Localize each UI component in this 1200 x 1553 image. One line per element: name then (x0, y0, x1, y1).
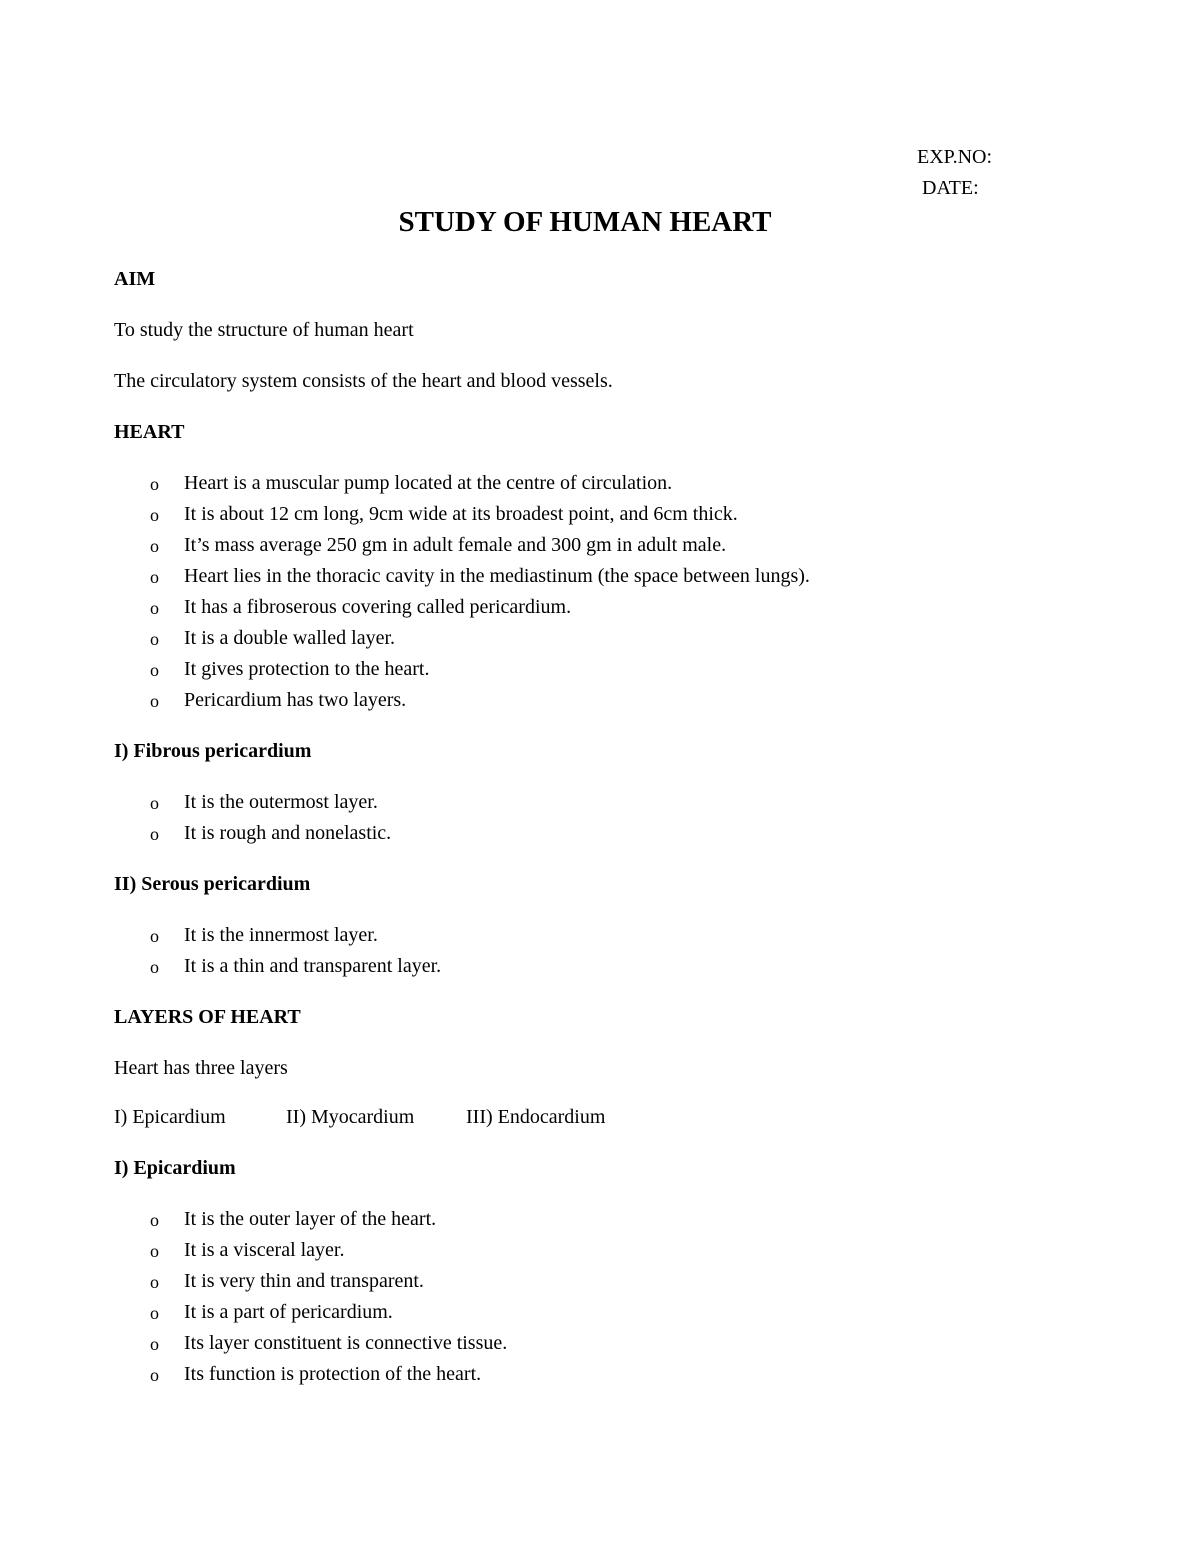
aim-text: To study the structure of human heart (114, 319, 414, 341)
list-item: It is the outermost layer. (184, 791, 378, 813)
list-item: Heart is a muscular pump located at the centre of circulation. (184, 472, 673, 494)
epicardium-heading: I) Epicardium (114, 1157, 236, 1179)
page-title: STUDY OF HUMAN HEART (398, 206, 772, 238)
list-item: It is a visceral layer. (184, 1239, 345, 1261)
list-item: Pericardium has two layers. (184, 689, 407, 711)
list-item: It is a double walled layer. (184, 627, 396, 649)
bullet-marker: o (150, 1241, 159, 1261)
bullet-marker: o (150, 598, 159, 618)
list-item: It is very thin and transparent. (184, 1270, 424, 1292)
date-label: DATE: (922, 177, 979, 199)
bullet-marker: o (150, 536, 159, 556)
bullet-marker: o (150, 1272, 159, 1292)
layer-name: II) Myocardium (286, 1106, 415, 1128)
list-item: It is the outer layer of the heart. (184, 1208, 437, 1230)
bullet-marker: o (150, 1303, 159, 1323)
aim-heading: AIM (114, 268, 156, 290)
bullet-marker: o (150, 793, 159, 813)
list-item: It is the innermost layer. (184, 924, 378, 946)
list-item: It has a fibroserous covering called pericardium. (184, 596, 572, 618)
bullet-marker: o (150, 660, 159, 680)
bullet-marker: o (150, 629, 159, 649)
list-item: It is rough and nonelastic. (184, 822, 392, 844)
bullet-marker: o (150, 957, 159, 977)
list-item: It is a thin and transparent layer. (184, 955, 442, 977)
layers-heading: LAYERS OF HEART (114, 1006, 301, 1028)
layer-name: III) Endocardium (466, 1106, 606, 1128)
heart-heading: HEART (114, 421, 185, 443)
exp-no-label: EXP.NO: (917, 146, 993, 168)
intro-text: The circulatory system consists of the heart and blood vessels. (114, 370, 613, 392)
list-item: Heart lies in the thoracic cavity in the mediastinum (the space between lungs). (184, 565, 810, 587)
list-item: It’s mass average 250 gm in adult female and 300 gm in adult male. (184, 534, 727, 556)
list-item: It is about 12 cm long, 9cm wide at its broadest point, and 6cm thick. (184, 503, 738, 525)
list-item: It gives protection to the heart. (184, 658, 430, 680)
bullet-marker: o (150, 1334, 159, 1354)
list-item: It is a part of pericardium. (184, 1301, 393, 1323)
bullet-marker: o (150, 567, 159, 587)
list-item: Its layer constituent is connective tissue. (184, 1332, 508, 1354)
bullet-marker: o (150, 926, 159, 946)
bullet-marker: o (150, 474, 159, 494)
fibrous-heading: I) Fibrous pericardium (114, 740, 312, 762)
layers-text: Heart has three layers (114, 1057, 288, 1079)
bullet-marker: o (150, 691, 159, 711)
bullet-marker: o (150, 1210, 159, 1230)
serous-heading: II) Serous pericardium (114, 873, 311, 895)
bullet-marker: o (150, 505, 159, 525)
list-item: Its function is protection of the heart. (184, 1363, 482, 1385)
bullet-marker: o (150, 1365, 159, 1385)
bullet-marker: o (150, 824, 159, 844)
layer-name: I) Epicardium (114, 1106, 226, 1128)
